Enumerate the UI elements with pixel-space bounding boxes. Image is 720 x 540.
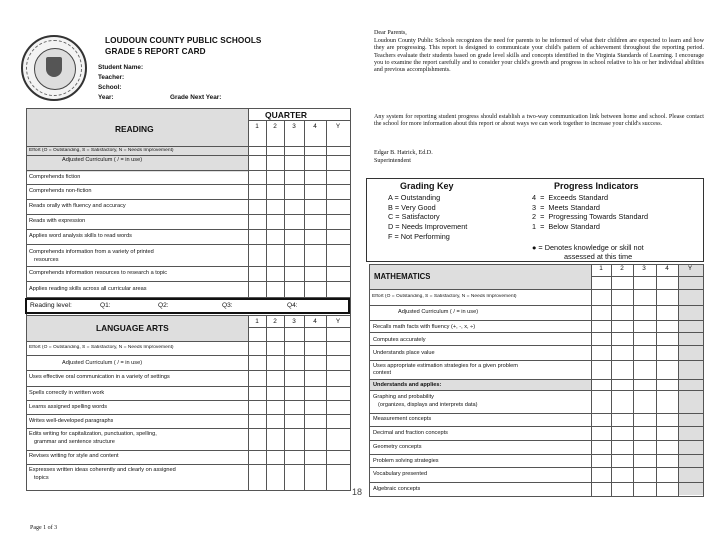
school-seal [21, 35, 87, 101]
quarter-label: QUARTER [265, 110, 308, 120]
math-row-line-14 [369, 496, 704, 497]
language-row-spelling-words: Learns assigned spelling words [29, 404, 108, 410]
language-row-spells-correctly: Spells correctly in written work [29, 390, 105, 396]
math-row-place-value: Understands place value [373, 350, 435, 356]
math-col-header-4: 4 [665, 265, 669, 272]
teacher-label: Teacher: [98, 74, 125, 81]
page-number: 18 [352, 487, 363, 497]
reading-row-comprehends-fiction: Comprehends fiction [29, 174, 81, 180]
language-adjusted: Adjusted Curriculum ( / = in use) [62, 360, 143, 366]
reading-row-line-6 [26, 244, 351, 245]
reading-row-line-8 [26, 281, 351, 282]
reading-level-q1: Q1: [100, 302, 111, 309]
language-title: LANGUAGE ARTS [96, 323, 169, 333]
reading-row-line-3 [26, 199, 351, 200]
math-y-column-bg [679, 265, 703, 495]
math-row-graphing: Graphing and probability [373, 394, 434, 400]
page-footer: Page 1 of 3 [30, 525, 58, 531]
school-label: School: [98, 84, 122, 91]
grading-key-item-1: A = Outstanding [388, 193, 441, 202]
grade-next-year-label: Grade Next Year: [170, 94, 222, 101]
reading-row-line-0 [26, 146, 351, 147]
math-col-header-1: 1 [599, 265, 603, 272]
reading-row-reads-orally: Reads orally with fluency and accuracy [29, 203, 126, 209]
language-row-line-7 [26, 450, 351, 451]
language-row-edits-writing-cont: grammar and sentence structure [34, 439, 115, 445]
math-col-line-0 [611, 264, 612, 496]
language-row-edits-writing: Edits writing for capitalization, punctuation, spelling, [29, 431, 157, 437]
math-row-understands-applies: Understands and applies: [373, 382, 442, 388]
reading-row-line-5 [26, 229, 351, 230]
math-row-line-9 [369, 426, 704, 427]
math-effort: Effort (O = Outstanding, S = Satisfactory, N = Needs Improvement) [372, 294, 517, 299]
language-row-oral-communication: Uses effective oral communication in a variety of settings [29, 374, 170, 380]
reading-level-q3: Q3: [222, 302, 233, 309]
language-row-expresses-ideas-cont: topics [34, 475, 49, 481]
progress-item-3: 2 = Progressing Towards Standard [532, 212, 649, 222]
math-row-line-3 [369, 332, 704, 333]
reading-col-header-1: 1 [255, 123, 259, 130]
math-title: MATHEMATICS [374, 272, 431, 281]
report-title-line2: GRADE 5 REPORT CARD [105, 47, 206, 56]
reading-row-line-1 [26, 170, 351, 171]
language-subheader-line [248, 327, 350, 328]
math-row-vocabulary: Vocabulary presented [373, 471, 428, 477]
reading-row-line-7 [26, 266, 351, 267]
language-top-line [26, 315, 351, 316]
reading-level-q4: Q4: [287, 302, 298, 309]
math-row-line-5 [369, 360, 704, 361]
progress-item-2: 3 = Meets Standard [532, 202, 600, 212]
math-row-line-0 [369, 289, 704, 290]
language-col-header-5: Y [335, 318, 341, 325]
reading-adjusted: Adjusted Curriculum ( / = in use) [62, 157, 143, 163]
math-row-geometry: Geometry concepts [373, 444, 422, 450]
reading-col-header-3: 3 [292, 123, 296, 130]
language-col-header-4: 4 [313, 318, 317, 325]
math-row-line-2 [369, 320, 704, 321]
year-label: Year: [98, 94, 114, 101]
reading-row-comprehends-nonfiction: Comprehends non-fiction [29, 188, 92, 194]
language-row-line-5 [26, 414, 351, 415]
math-col-header-5: Y [687, 265, 693, 272]
reading-row-research-topic: Comprehends information resources to research a topic [29, 270, 168, 276]
quarter-divider [248, 120, 350, 121]
math-adjusted: Adjusted Curriculum ( / = in use) [398, 309, 479, 315]
math-row-line-12 [369, 467, 704, 468]
language-row-line-1 [26, 355, 351, 356]
language-row-line-8 [26, 464, 351, 465]
language-row-line-6 [26, 428, 351, 429]
letter-signer-title: Superintendent [374, 158, 411, 164]
math-row-graphing-cont: (organizes, displays and interprets data) [378, 402, 478, 408]
reading-adjusted-line [26, 155, 351, 156]
math-row-line-10 [369, 440, 704, 441]
grading-key-item-4: D = Needs Improvement [388, 222, 468, 232]
math-row-line-7 [369, 390, 704, 391]
math-col-line-3 [678, 264, 679, 496]
student-name-label: Student Name: [98, 64, 144, 71]
letter-greeting: Dear Parents, [374, 30, 407, 36]
language-effort: Effort (O = Outstanding, S = Satisfactory, N = Needs Improvement) [29, 345, 174, 350]
reading-effort: Effort (O = Outstanding, S = Satisfactory, N = Needs Improvement) [29, 148, 174, 153]
math-row-line-1 [369, 305, 704, 306]
math-label-col-line [591, 264, 592, 496]
reading-row-across-curricular: Applies reading skills across all curricular areas [29, 286, 147, 292]
language-col-header-2: 2 [273, 318, 277, 325]
reading-row-printed-resources-cont: resources [34, 257, 59, 263]
math-col-line-1 [633, 264, 634, 496]
math-row-problem-solving: Problem solving strategies [373, 458, 439, 464]
reading-row-line-4 [26, 214, 351, 215]
language-row-expresses-ideas: Expresses written ideas coherently and clearly on assigned [29, 467, 176, 473]
reading-row-printed-resources: Comprehends information from a variety of printed [29, 249, 154, 255]
math-row-decimal-fraction: Decimal and fraction concepts [373, 430, 448, 436]
language-row-revises-writing: Revises writing for style and content [29, 453, 119, 459]
progress-item-1: 4 = Exceeds Standard [532, 193, 609, 202]
reading-row-reads-expression: Reads with expression [29, 218, 86, 224]
reading-label-col-line [248, 108, 249, 120]
grading-key-title: Grading Key [400, 181, 454, 191]
math-row-estimation-cont: context [373, 370, 392, 376]
grading-key-item-3: C = Satisfactory [388, 212, 440, 222]
math-row-recalls-facts: Recalls math facts with fluency (+, -, x, ÷) [373, 324, 476, 330]
language-row-line-3 [26, 386, 351, 387]
reading-level-label: Reading level: [30, 302, 72, 309]
math-row-measurement: Measurement concepts [373, 416, 432, 422]
math-row-line-11 [369, 454, 704, 455]
language-row-line-0 [26, 341, 351, 342]
reading-col-header-4: 4 [313, 123, 317, 130]
math-row-line-13 [369, 482, 704, 483]
math-right-border [703, 264, 704, 496]
math-row-algebraic: Algebraic concepts [373, 486, 421, 492]
progress-note-2: assessed at this time [564, 252, 633, 261]
table-right-border [350, 108, 351, 490]
progress-indicators-title: Progress Indicators [554, 181, 639, 191]
seal-shield-icon [46, 57, 62, 77]
math-col-header-3: 3 [642, 265, 646, 272]
reading-level-q2: Q2: [158, 302, 169, 309]
reading-col-header-2: 2 [273, 123, 277, 130]
reading-title: READING [115, 124, 154, 134]
letter-paragraph-2: Any system for reporting student progress should establish a two-way communication link between home and school. Please contact the school for more information about this report or about ways we can work together to increase your child's success. [374, 114, 704, 128]
letter-signer: Edgar B. Hatrick, Ed.D. [374, 150, 433, 156]
reading-row-line-2 [26, 184, 351, 185]
language-col-header-1: 1 [255, 318, 259, 325]
language-row-line-2 [26, 370, 351, 371]
reading-row-word-analysis: Applies word analysis skills to read words [29, 233, 132, 239]
reading-level-box [25, 298, 350, 314]
progress-note-1: ● = Denotes knowledge or skill not [532, 243, 644, 252]
language-row-paragraphs: Writes well-developed paragraphs [29, 418, 114, 424]
language-row-line-4 [26, 400, 351, 401]
report-title-line1: LOUDOUN COUNTY PUBLIC SCHOOLS [105, 36, 262, 45]
math-col-line-2 [656, 264, 657, 496]
math-row-computes: Computes accurately [373, 337, 426, 343]
math-row-estimation: Uses appropriate estimation strategies for a given problem [373, 363, 518, 369]
letter-paragraph-1: Loudoun County Public Schools recognizes the need for parents to be informed of what their children are expected to learn and how they are progressing. This report is designed to communicate your child's pattern of achievement throughout the reporting period. Teachers evaluate their students based on grade level skills and concepts identified in the Virginia Standards of Learning. I encourage you to examine the report carefully and to consider your child's growth and progress in school relative to his or her individual abilities and previous accomplishments. [374, 38, 704, 74]
language-col-header-3: 3 [292, 318, 296, 325]
math-subheader-line [591, 276, 704, 277]
grading-key-item-5: F = Not Performing [388, 231, 450, 241]
math-row-line-8 [369, 413, 704, 414]
reading-col-header-5: Y [335, 123, 341, 130]
language-row-line-9 [26, 490, 351, 491]
grading-key-item-2: B = Very Good [388, 202, 436, 212]
progress-item-4: 1 = Below Standard [532, 222, 600, 232]
math-col-header-2: 2 [620, 265, 624, 272]
math-row-line-4 [369, 345, 704, 346]
